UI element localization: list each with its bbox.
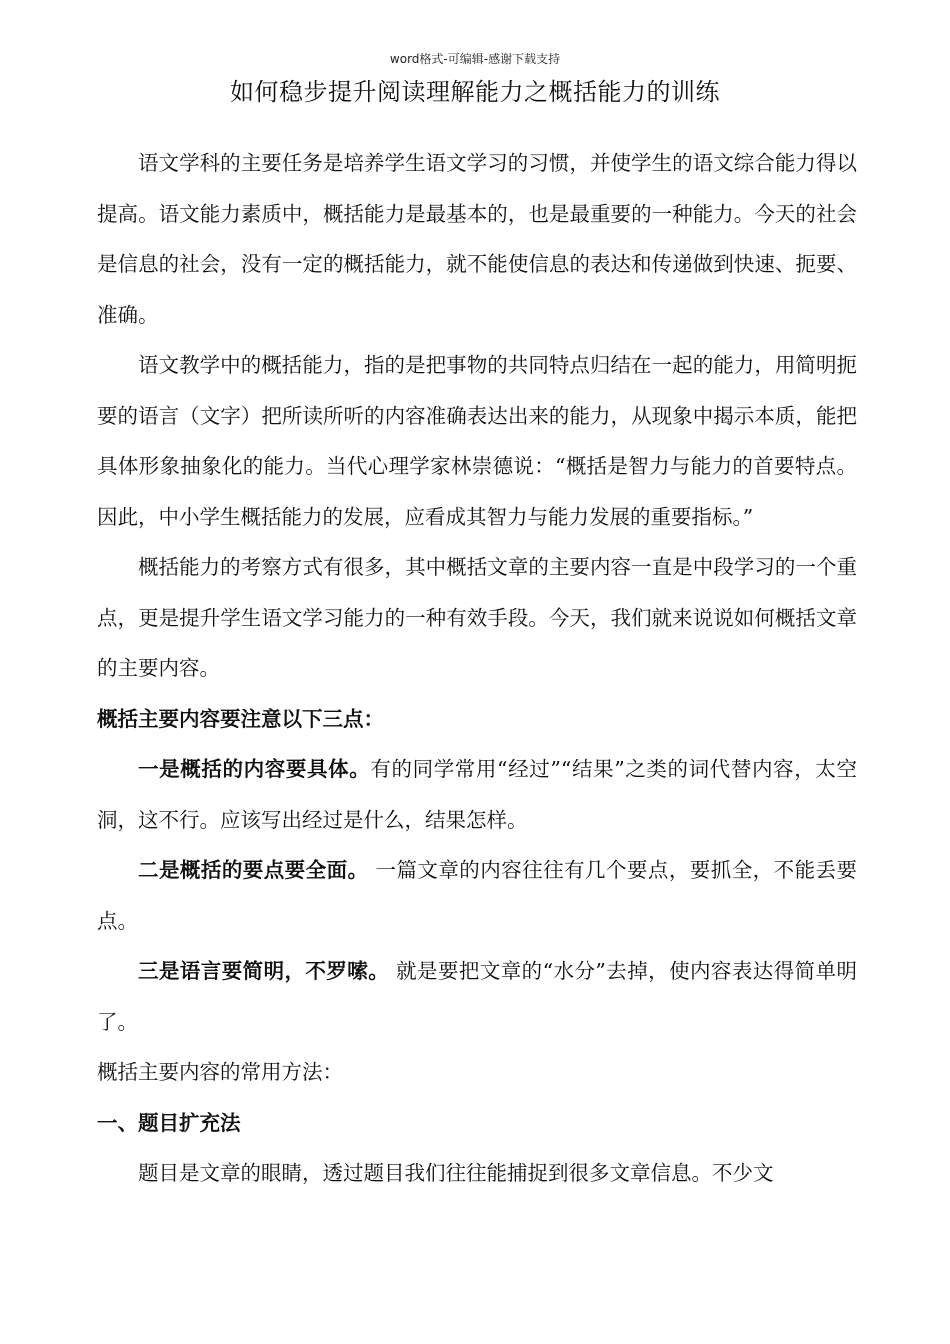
methods-heading: 概括主要内容的常用方法： <box>97 1060 343 1084</box>
paragraph-definition: 语文教学中的概括能力，指的是把事物的共同特点归结在一起的能力，用简明扼要的语言（文字）把所读所听的内容准确表达出来的能力，从现象中揭示本质，能把具体形象抽象化的能力。当代心理学家林崇德说：“概括是智力与能力的首要特点。因此，中小学生概括能力的发展，应看成其智力与能力发展的重要指标。” <box>97 353 857 529</box>
document-body <box>97 138 857 1199</box>
point-lead: 一是概括的内容要具体。 <box>138 757 371 781</box>
header-note: word格式-可编辑-感谢下载支持 <box>389 52 561 66</box>
point-text: 就是要把文章的“水分”去掉，使内容表达得简单明了。 <box>97 959 857 1034</box>
page-title: 如何稳步提升阅读理解能力之概括能力的训练 <box>230 78 720 106</box>
point-item <box>97 946 857 1047</box>
point-item <box>97 845 857 946</box>
point-lead: 二是概括的要点要全面。 <box>138 858 369 882</box>
point-item <box>97 744 857 845</box>
method-paragraph: 题目是文章的眼睛，透过题目我们往往能捕捉到很多文章信息。不少文 <box>138 1161 774 1185</box>
paragraph-intro: 语文学科的主要任务是培养学生语文学习的习惯，并使学生的语文综合能力得以提高。语文能力素质中，概括能力是最基本的，也是最重要的一种能力。今天的社会是信息的社会，没有一定的概括能力，就不能使信息的表达和传递做到快速、扼要、准确。 <box>97 151 857 327</box>
point-text: 有的同学常用“经过”“结果”之类的词代替内容，太空洞，这不行。应该写出经过是什么，结果怎样。 <box>97 757 858 832</box>
point-lead: 三是语言要简明，不罗嗦。 <box>138 959 390 983</box>
paragraph-assessment: 概括能力的考察方式有很多，其中概括文章的主要内容一直是中段学习的一个重点，更是提升学生语文学习能力的一种有效手段。今天，我们就来说说如何概括文章的主要内容。 <box>97 555 857 680</box>
section-heading-three-points: 概括主要内容要注意以下三点： <box>97 706 384 731</box>
method-heading: 一、题目扩充法 <box>97 1110 241 1135</box>
point-text: 一篇文章的内容往往有几个要点，要抓全，不能丢要点。 <box>97 858 858 933</box>
